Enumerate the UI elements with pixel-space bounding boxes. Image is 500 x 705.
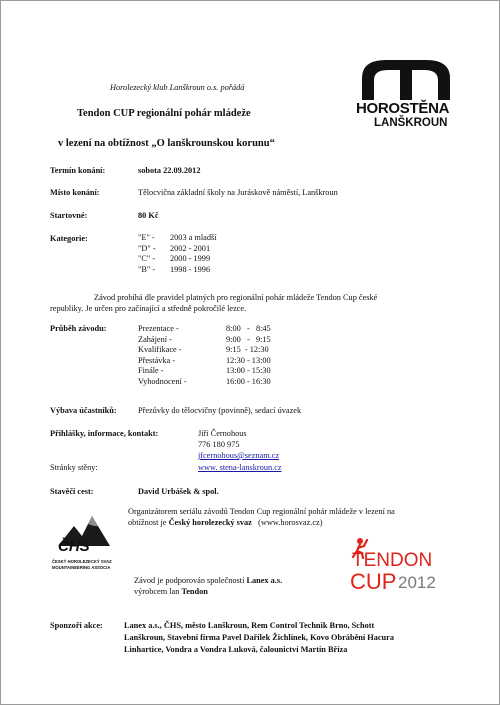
termin-label: Termín konání: <box>50 166 106 175</box>
sponsor-line1-prefix: Závod je podporován společností <box>134 576 245 585</box>
rules-text-line1: Závod probíhá dle pravidel platných pro regionální pohár mládeže Tendon Cup české <box>94 293 378 302</box>
startovne-label: Startovné: <box>50 211 88 220</box>
kategorie-years-item: 2003 a mladší <box>170 233 217 242</box>
tendon-word: TENDON <box>352 550 433 571</box>
startovne-value: 80 Kč <box>138 211 159 220</box>
prubeh-times <box>226 324 271 387</box>
sponzori-line1: Lanex a.s., ČHS, město Lanškroun, Rem Control Technik Brno, Schott <box>124 621 375 630</box>
contact-email-link[interactable]: jfcernohous@seznam.cz <box>198 451 280 460</box>
prubeh-names <box>138 324 187 387</box>
termin-value: sobota 22.09.2012 <box>138 166 201 175</box>
event-subtitle: v lezení na obtížnost „O lanškrounskou korunu“ <box>58 138 275 149</box>
chs-line1: ČESKÝ HOROLEZECKÝ SVAZ <box>52 559 112 564</box>
schedule-item-time: 13:00 - 15:30 <box>226 366 271 375</box>
kategorie-years-item: 2000 - 1999 <box>170 254 211 263</box>
sponzori-label: Sponzoři akce: <box>50 621 103 630</box>
stavec-value: David Urbášek & spol. <box>138 487 219 496</box>
organizer-line: Horolezecký klub Lanškroun o.s. pořádá <box>110 83 245 92</box>
kategorie-code: "E" - <box>138 233 155 242</box>
schedule-item-name: Finále - <box>138 366 164 375</box>
schedule-item-name: Kvalifikace - <box>138 345 182 354</box>
kategorie-label: Kategorie: <box>50 234 88 243</box>
kategorie-codes <box>138 233 156 275</box>
organizator-suffix: (www.horosvaz.cz) <box>258 518 323 527</box>
kategorie-code: "B" - <box>138 264 156 274</box>
horostena-logo <box>358 56 454 132</box>
kategorie-years-item: 2002 - 2001 <box>170 243 211 253</box>
chs-mark: ČHS <box>58 538 90 555</box>
kategorie-code: "C" - <box>138 254 156 263</box>
organizator-bold: Český horolezecký svaz <box>168 518 252 527</box>
vybava-label: Výbava účastníků: <box>50 406 117 415</box>
chs-line2: MOUNTAINEERING ASSOCIA <box>52 565 111 570</box>
schedule-item-time: 9:00 - 9:15 <box>226 334 271 344</box>
sponsor-line2-prefix: výrobcem lan <box>134 587 180 596</box>
schedule-item-name: Prezentace - <box>138 324 179 333</box>
prihlasky-label: Přihlášky, informace, kontakt: <box>50 429 159 438</box>
schedule-item-name: Zahájení - <box>138 334 172 344</box>
schedule-item-name: Vyhodnocení - <box>138 376 187 386</box>
sponsor-line1-bold: Lanex a.s. <box>246 576 283 585</box>
schedule-item-time: 12:30 - 13:00 <box>226 355 271 365</box>
logo-line1: HOROSTĚNA <box>356 100 450 117</box>
kategorie-code: "D" - <box>138 243 156 253</box>
chs-logo <box>52 512 124 576</box>
horostena-arch-icon <box>358 56 454 100</box>
schedule-item-time: 9:15 - 12:30 <box>226 345 269 354</box>
cup-word: CUP <box>350 569 397 594</box>
misto-label: Místo konání: <box>50 188 100 197</box>
sponsor-line2-bold: Tendon <box>181 587 208 596</box>
misto-value: Tělocvična základní školy na Juráskově náměstí, Lanškroun <box>138 188 338 197</box>
prubeh-label: Průběh závodu: <box>50 324 107 333</box>
sponsor-line1 <box>134 576 282 585</box>
sponsor-line2 <box>134 587 208 596</box>
logo-line2: LANŠKROUN <box>374 117 448 129</box>
organizator-line2 <box>128 518 323 527</box>
organizator-prefix: obtížnost je <box>128 518 167 527</box>
stavec-label: Stavěči cest: <box>50 487 94 496</box>
organizator-line1: Organizátorem seriálu závodů Tendon Cup regionální pohár mládeže v lezení na <box>128 507 395 516</box>
kategorie-years <box>170 233 217 275</box>
event-title: Tendon CUP regionální pohár mládeže <box>77 108 251 119</box>
steny-label: Stránky stěny: <box>50 463 98 472</box>
kategorie-years-item: 1998 - 1996 <box>170 264 211 274</box>
schedule-item-name: Přestávka - <box>138 355 176 365</box>
sponzori-line3: Linhartice, Vondra a Vondra Luková, čalounictví Martin Bříza <box>124 645 348 654</box>
schedule-item-time: 16:00 - 16:30 <box>226 376 271 386</box>
year-word: 2012 <box>398 573 436 592</box>
contact-name: Jiří Černohous <box>198 429 247 438</box>
contact-phone: 776 180 975 <box>198 440 240 449</box>
vybava-value: Přezůvky do tělocvičny (povinně), sedací úvazek <box>138 406 302 415</box>
rules-text-line2: republiky. Je určen pro začínající a středně pokročilé lezce. <box>50 304 247 313</box>
web-link[interactable]: www. stena-lanskroun.cz <box>198 463 282 472</box>
tendon-cup-logo <box>346 537 458 595</box>
sponzori-line2: Lanškroun, Stavební firma Pavel Dařílek Žichlínek, Kovo Obrábění Hacura <box>124 633 394 642</box>
schedule-item-time: 8:00 - 8:45 <box>226 324 271 333</box>
